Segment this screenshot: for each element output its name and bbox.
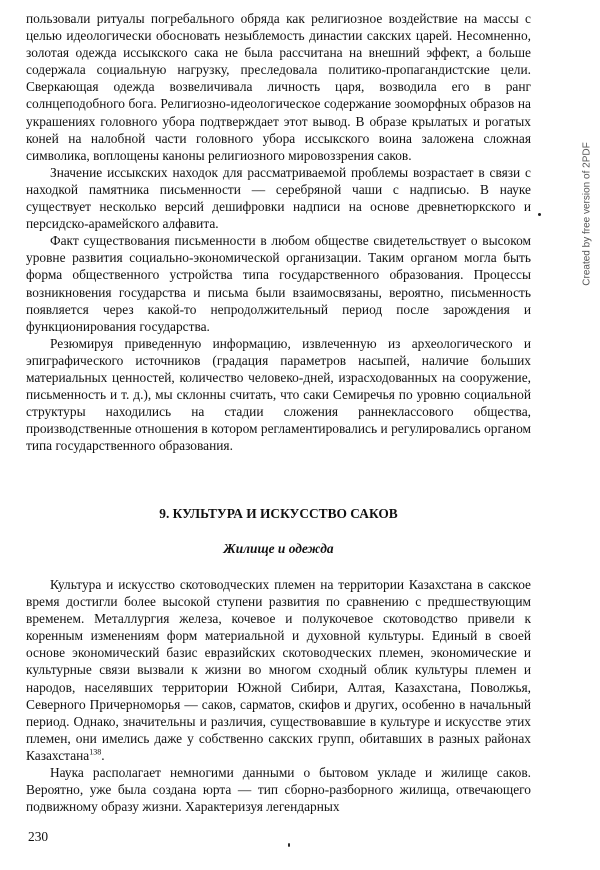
scan-speck [538, 213, 541, 216]
paragraph-text: Культура и искусство скотоводческих племен на территории Казахстана в сакское время достигли более высокой ступени развития по сравнению с предшествующим временем. Металлургия железа, кочевое и полукочевое скотоводство привели к коренным изменениям форм материальной и духовной культуры. Единый в своей основе экономический базис евразийских скотоводческих племен, экономические и культурные связи вызвали к жизни во многом сходный облик культуры племен и народов, населявших территории Южной Сибири, Алтая, Казахстана, Поволжья, Северного Причерноморья — саков, сарматов, скифов и других, особенно в начальный период. Однако, значительны и различия, существовавшие в культуре и искусстве этих племен, они имелись даже у собственно сакских групп, обитавших в разных районах Казахстана [26, 577, 531, 763]
subsection-title: Жилище и одежда [223, 541, 334, 556]
page-number: 230 [28, 829, 49, 844]
paragraph [26, 576, 531, 764]
footnote-reference: 138 [89, 747, 102, 757]
paragraph: Наука располагает немногими данными о бытовом укладе и жилище саков. Вероятно, уже была создана юрта — тип сборно-разборного жилища, отвечающего подвижному образу жизни. Характеризуя легендарных [26, 765, 531, 815]
paragraph: Резюмируя приведенную информацию, извлеченную из археологического и эпиграфического источников (градация параметров насыпей, наличие больших материальных ценностей, количество человеко-дней, израсходованных на сооружение, письменность и т. д.), мы склонны считать, что саки Семиречья по уровню социальной структуры находились на стадии сложения раннеклассового общества, производственные отношения в котором регламентировались и регулировались органом типа государственного образования. [26, 335, 531, 454]
paragraph: Значение иссыкских находок для рассматриваемой проблемы возрастает в связи с находкой памятника письменности — серебряной чаши с надписью. В науке существует несколько версий дешифровки надписи на основе древнетюркского и персидско-арамейского алфавита. [26, 164, 531, 232]
paragraph: Факт существования письменности в любом обществе свидетельствует о высоком уровне развития социально-экономической организации. Таким органом могла быть форма общественного устройства типа государственного образования. Процессы возникновения государства и письма были взаимосвязаны, вероятно, письменность появляется через какой-то непродолжительный период после зарождения и функционирования государства. [26, 233, 531, 334]
paragraph: пользовали ритуалы погребального обряда как религиозное воздействие на массы с целью идеологически обосновать незыблемость династии сакских царей. Несомненно, золотая одежда иссыкского сака не была рассчитана на внешний эффект, а больше содержала социальную нагрузку, преследовала политико-пропагандистские цели. Сверкающая одежда возвеличивала личность царя, возводила его в ранг солнцеподобного бога. Религиозно-идеологическое содержание зооморфных образов на украшениях головного убора подтверждает этот вывод. В образе крылатых и рогатых коней на налобной части головного убора иссыкского воина заложена сложная символика, воплощены каноны религиозного мировоззрения саков. [26, 11, 531, 163]
body-text-top [26, 10, 531, 454]
footnote-tail: . [101, 747, 105, 763]
scan-speck [288, 843, 290, 847]
section-title: 9. КУЛЬТУРА И ИСКУССТВО САКОВ [159, 506, 398, 521]
body-text-bottom [26, 576, 531, 815]
watermark: Created by free version of 2PDF [581, 142, 593, 286]
